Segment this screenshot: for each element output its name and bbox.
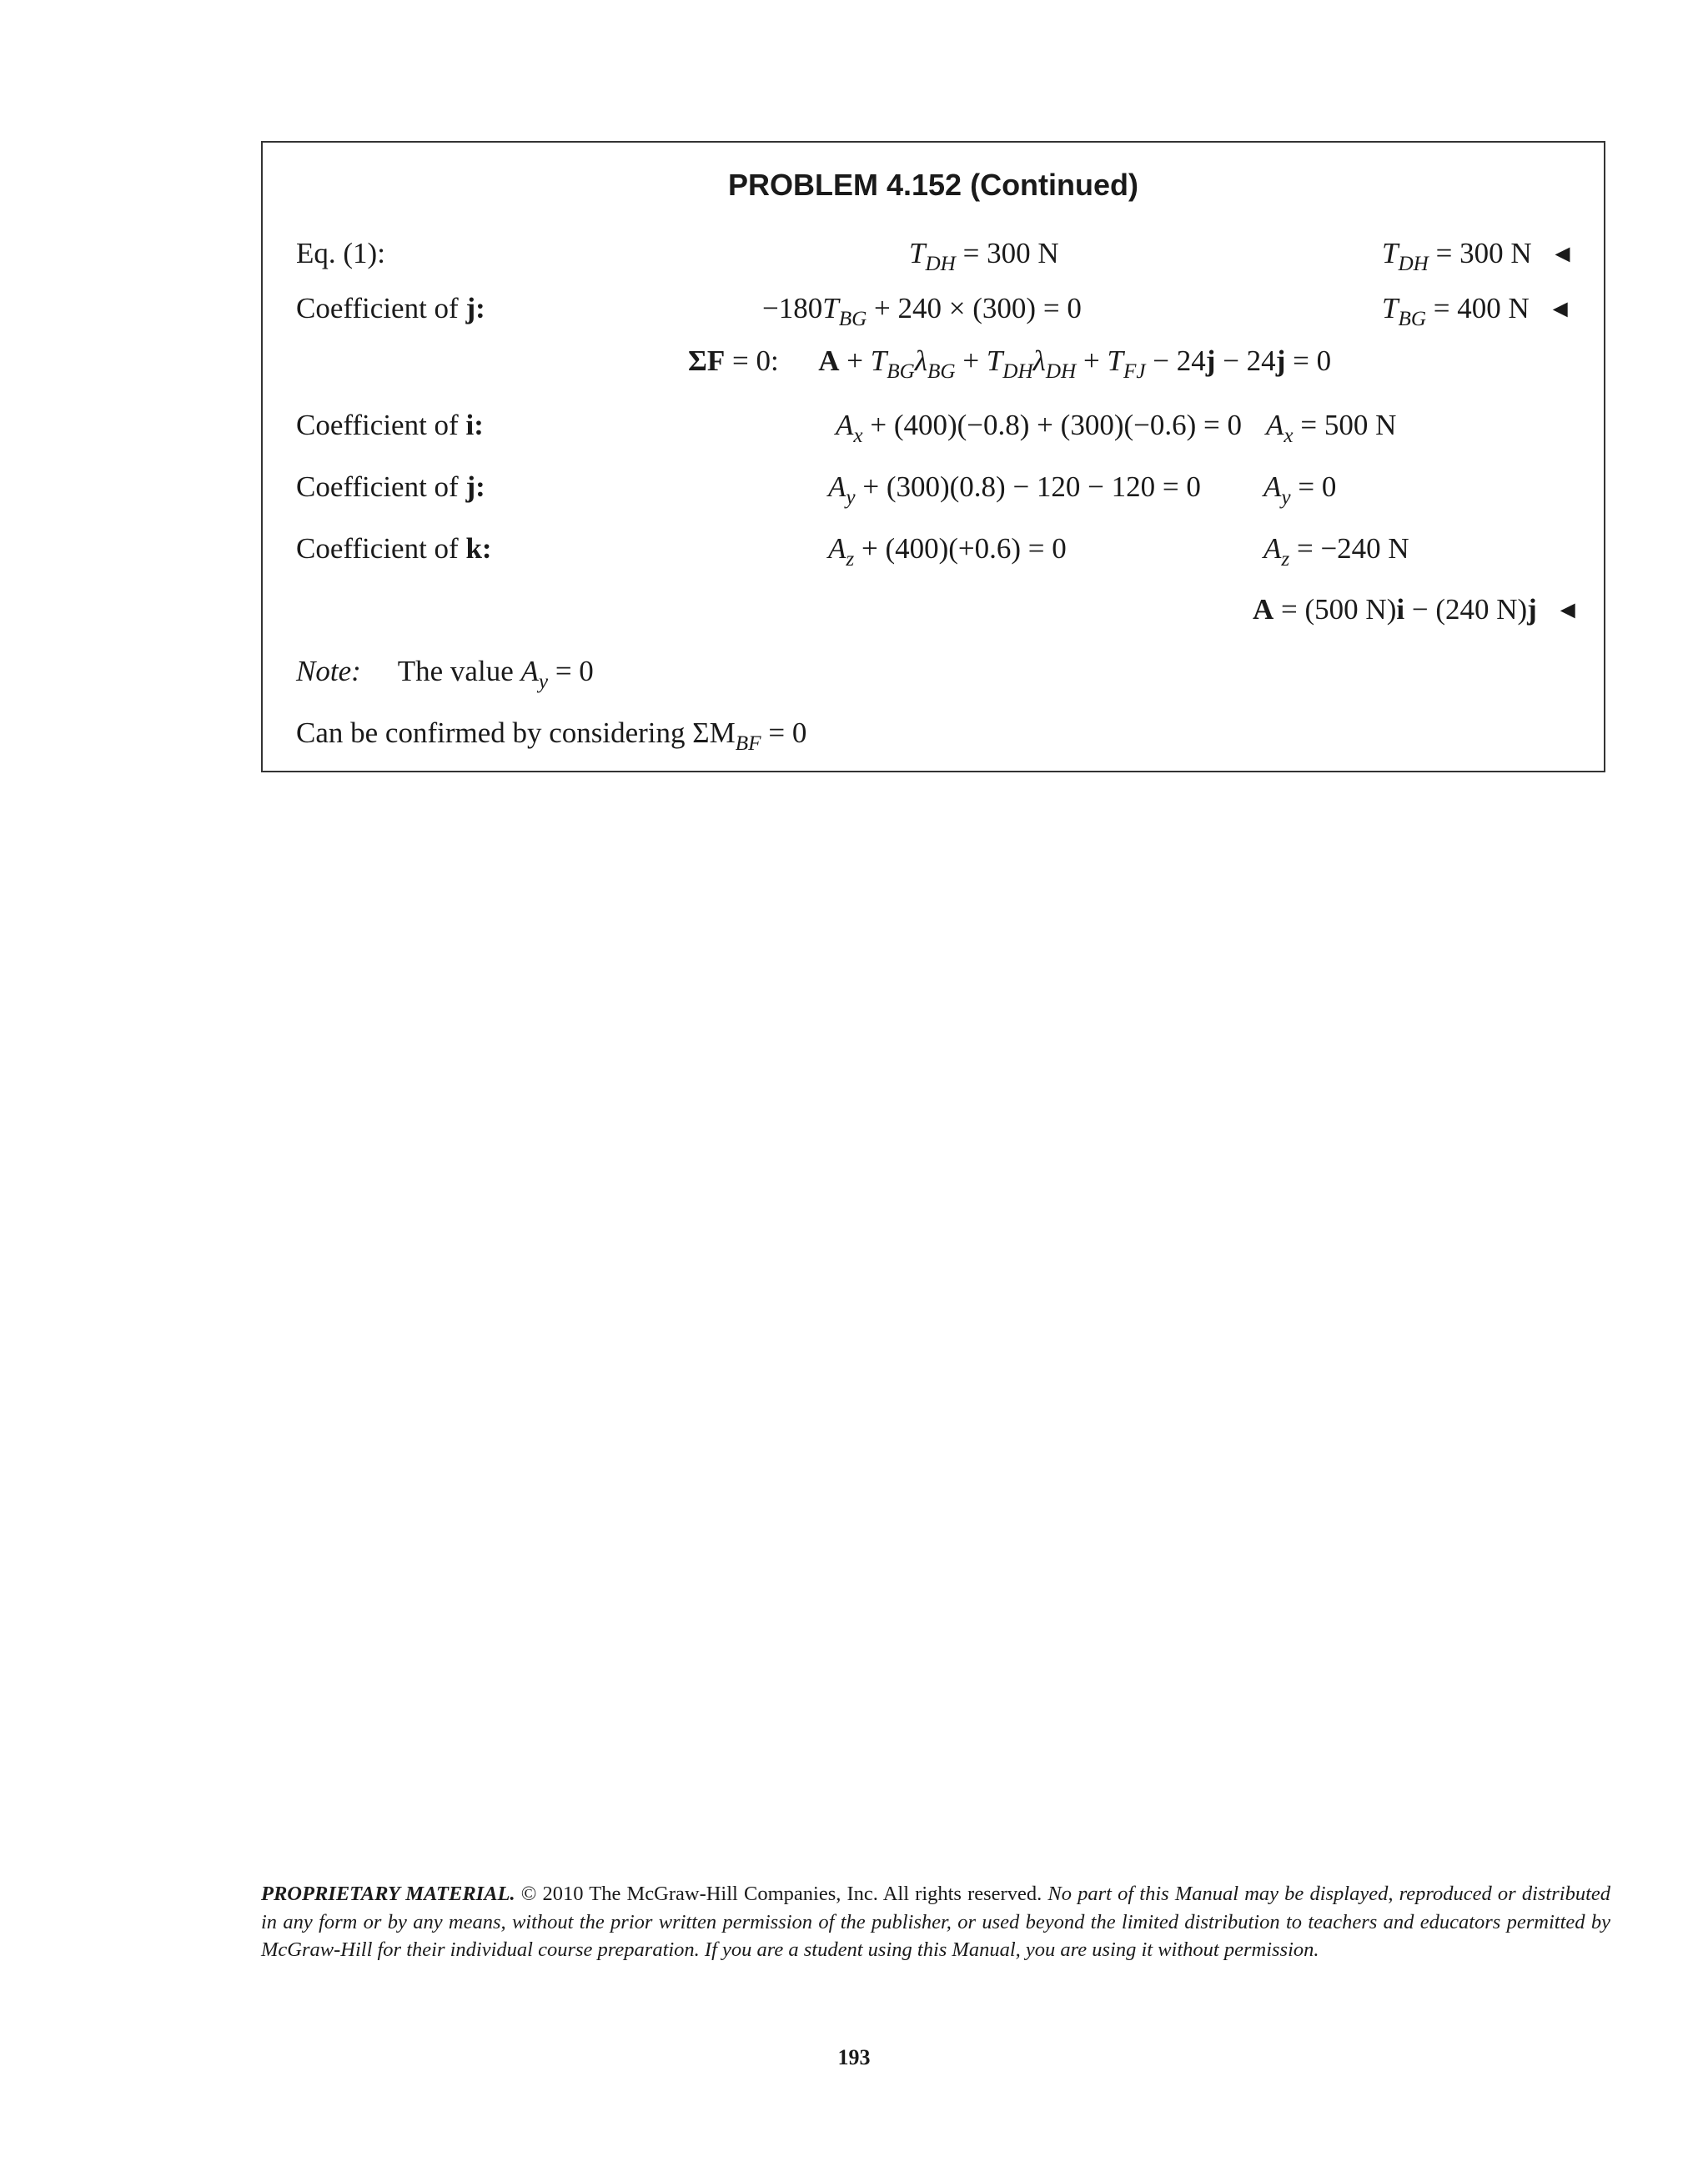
coef-k-equation: $A_z + (400)(+0.6) = 0$ bbox=[828, 532, 1067, 571]
label-coef-i: Coefficient of i: bbox=[296, 409, 484, 441]
final-answer: A = (500 N)i − (240 N)j ◄ bbox=[1253, 593, 1580, 626]
tbg-result: $T_{BG} = 400$ N ◄ bbox=[1382, 292, 1573, 330]
eq1-result: $T_{DH} = 300$ N ◄ bbox=[1382, 237, 1575, 275]
label-coef-k: Coefficient of k: bbox=[296, 532, 492, 565]
coef-i-equation: $A_x + (400)(-0.8) + (300)(-0.6) = 0$ bbox=[836, 409, 1243, 447]
footer-italic: No part of this Manual may be displayed, reproduced or distributed in any form or by any means, without the prior written permission of the publisher, or used beyond the limited distribution to teachers and educators permitted by McGraw-Hill for their individual course preparation. If you are a student using this Manual, you are using it without permission. bbox=[261, 1883, 1611, 1961]
sum-f-equation: ΣF = 0: $A + T_{BG}\lambda_{BG} + T_{DH}\lambda_{DH} + T_{FJ} - 24j - 24j = 0$ bbox=[688, 344, 1332, 383]
problem-title: PROBLEM 4.152 (Continued) bbox=[727, 168, 1139, 202]
confirm-line: Can be confirmed by considering $\Sigma M_{BF} = 0$ bbox=[296, 716, 807, 755]
copyright-footer bbox=[261, 1880, 1610, 1964]
label-coef-j-2: Coefficient of j: bbox=[296, 470, 485, 503]
coef-j-equation: $-180T_{BG} + 240 \times (300) = 0$ bbox=[762, 292, 1082, 330]
label-eq1: Eq. (1): bbox=[296, 237, 385, 269]
answer-marker-icon: ◄ bbox=[1555, 596, 1580, 624]
ay-result: $A_y = 0$ bbox=[1263, 470, 1337, 509]
answer-marker-icon: ◄ bbox=[1550, 239, 1575, 268]
page-number: 193 bbox=[837, 2045, 871, 2069]
label-coef-j: Coefficient of j: bbox=[296, 292, 485, 324]
solution-box bbox=[261, 141, 1605, 772]
coef-j-2-equation: $A_y + (300)(0.8) - 120 - 120 = 0$ bbox=[828, 470, 1201, 509]
az-result: $A_z = -240$ N bbox=[1263, 532, 1409, 571]
eq1-equation: $T_{DH} = 300$ N bbox=[909, 237, 1059, 275]
note-line: Note: The value $A_y = 0$ bbox=[296, 655, 594, 693]
ax-result: $A_x = 500$ N bbox=[1266, 409, 1397, 447]
footer-normal: © 2010 The McGraw-Hill Companies, Inc. All rights reserved. bbox=[515, 1883, 1048, 1905]
footer-bold: PROPRIETARY MATERIAL. bbox=[261, 1883, 515, 1905]
answer-marker-icon: ◄ bbox=[1547, 294, 1573, 323]
